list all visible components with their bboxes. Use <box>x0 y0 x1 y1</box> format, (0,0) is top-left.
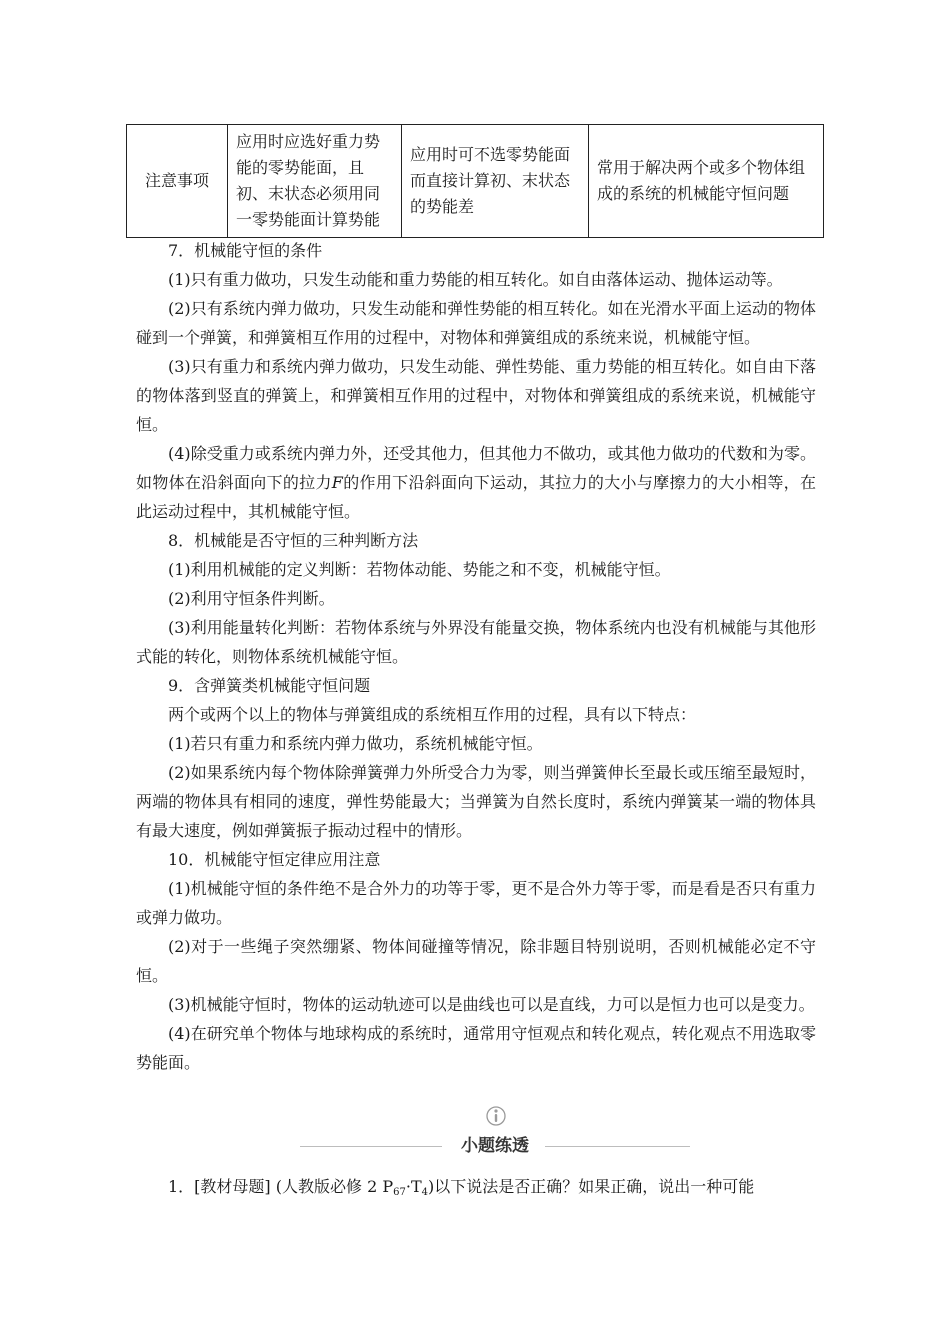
question-suffix: )以下说法是否正确？如果正确，说出一种可能 <box>428 1177 755 1196</box>
divider-line-right <box>545 1146 690 1147</box>
divider-title: 小题练透 <box>461 1136 529 1156</box>
paragraph <box>136 439 816 526</box>
question-mid: ·T <box>405 1177 422 1196</box>
paragraph: (1)只有重力做功，只发生动能和重力势能的相互转化。如自由落体运动、抛体运动等。 <box>168 270 783 289</box>
paragraph: (3)只有重力和系统内弹力做功，只发生动能、弹性势能、重力势能的相互转化。如自由下落的物体落到竖直的弹簧上，和弹簧相互作用的过程中，对物体和弹簧组成的系统来说，机械能守恒。 <box>136 357 816 434</box>
table-cell: 常用于解决两个或多个物体组成的系统的机械能守恒问题 <box>589 125 824 238</box>
section-heading: 10．机械能守恒定律应用注意 <box>168 850 381 869</box>
paragraph: 两个或两个以上的物体与弹簧组成的系统相互作用的过程，具有以下特点： <box>168 705 697 724</box>
section-heading: 7．机械能守恒的条件 <box>168 241 323 260</box>
section-heading: 9．含弹簧类机械能守恒问题 <box>168 676 371 695</box>
body-text <box>136 236 816 1077</box>
text-run: (4)除受重力或系统内弹力外，还受其他力，但其他力不做功，或其他力做功的代数和为零。如物体在沿斜面向下的拉力 <box>136 444 816 492</box>
question-prefix: 1．[教材母题] (人教版必修 2 P <box>168 1177 394 1196</box>
text-run: 的作用下沿斜面向下运动，其拉力的大小与摩擦力的大小相等，在此运动过程中，其机械能守恒。 <box>136 473 816 521</box>
info-badge-icon <box>486 1104 506 1128</box>
paragraph: (2)利用守恒条件判断。 <box>168 589 335 608</box>
variable-f: F <box>331 473 343 492</box>
table-row <box>127 125 824 238</box>
table-cell: 应用时应选好重力势能的零势能面，且初、末状态必须用同一零势能面计算势能 <box>228 125 402 238</box>
row-label-cell: 注意事项 <box>127 125 228 238</box>
table-cell: 应用时可不选零势能面而直接计算初、末状态的势能差 <box>402 125 589 238</box>
paragraph: (2)对于一些绳子突然绷紧、物体间碰撞等情况，除非题目特别说明，否则机械能必定不守恒。 <box>136 937 816 985</box>
paragraph: (2)如果系统内每个物体除弹簧弹力外所受合力为零，则当弹簧伸长至最长或压缩至最短时，两端的物体具有相同的速度，弹性势能最大；当弹簧为自然长度时，系统内弹簧某一端的物体具有最大速度，例如弹簧振子振动过程中的情形。 <box>136 763 816 840</box>
divider-line-left <box>300 1146 442 1147</box>
paragraph: (3)机械能守恒时，物体的运动轨迹可以是曲线也可以是直线，力可以是恒力也可以是变力。 <box>168 995 815 1014</box>
paragraph: (4)在研究单个物体与地球构成的系统时，通常用守恒观点和转化观点，转化观点不用选取零势能面。 <box>136 1024 816 1072</box>
paragraph: (1)若只有重力和系统内弹力做功，系统机械能守恒。 <box>168 734 543 753</box>
comparison-table <box>126 124 824 238</box>
subscript: 4 <box>421 1187 428 1198</box>
paragraph: (1)利用机械能的定义判断：若物体动能、势能之和不变，机械能守恒。 <box>168 560 671 579</box>
paragraph: (1)机械能守恒的条件绝不是合外力的功等于零，更不是合外力等于零，而是看是否只有重力或弹力做功。 <box>136 879 816 927</box>
question-item <box>136 1172 826 1207</box>
section-heading: 8．机械能是否守恒的三种判断方法 <box>168 531 419 550</box>
paragraph: (2)只有系统内弹力做功，只发生动能和弹性势能的相互转化。如在光滑水平面上运动的物体碰到一个弹簧，和弹簧相互作用的过程中，对物体和弹簧组成的系统来说，机械能守恒。 <box>136 299 816 347</box>
section-divider <box>300 1132 690 1162</box>
paragraph: (3)利用能量转化判断：若物体系统与外界没有能量交换，物体系统内也没有机械能与其他形式能的转化，则物体系统机械能守恒。 <box>136 618 816 666</box>
subscript: 67 <box>393 1187 406 1198</box>
